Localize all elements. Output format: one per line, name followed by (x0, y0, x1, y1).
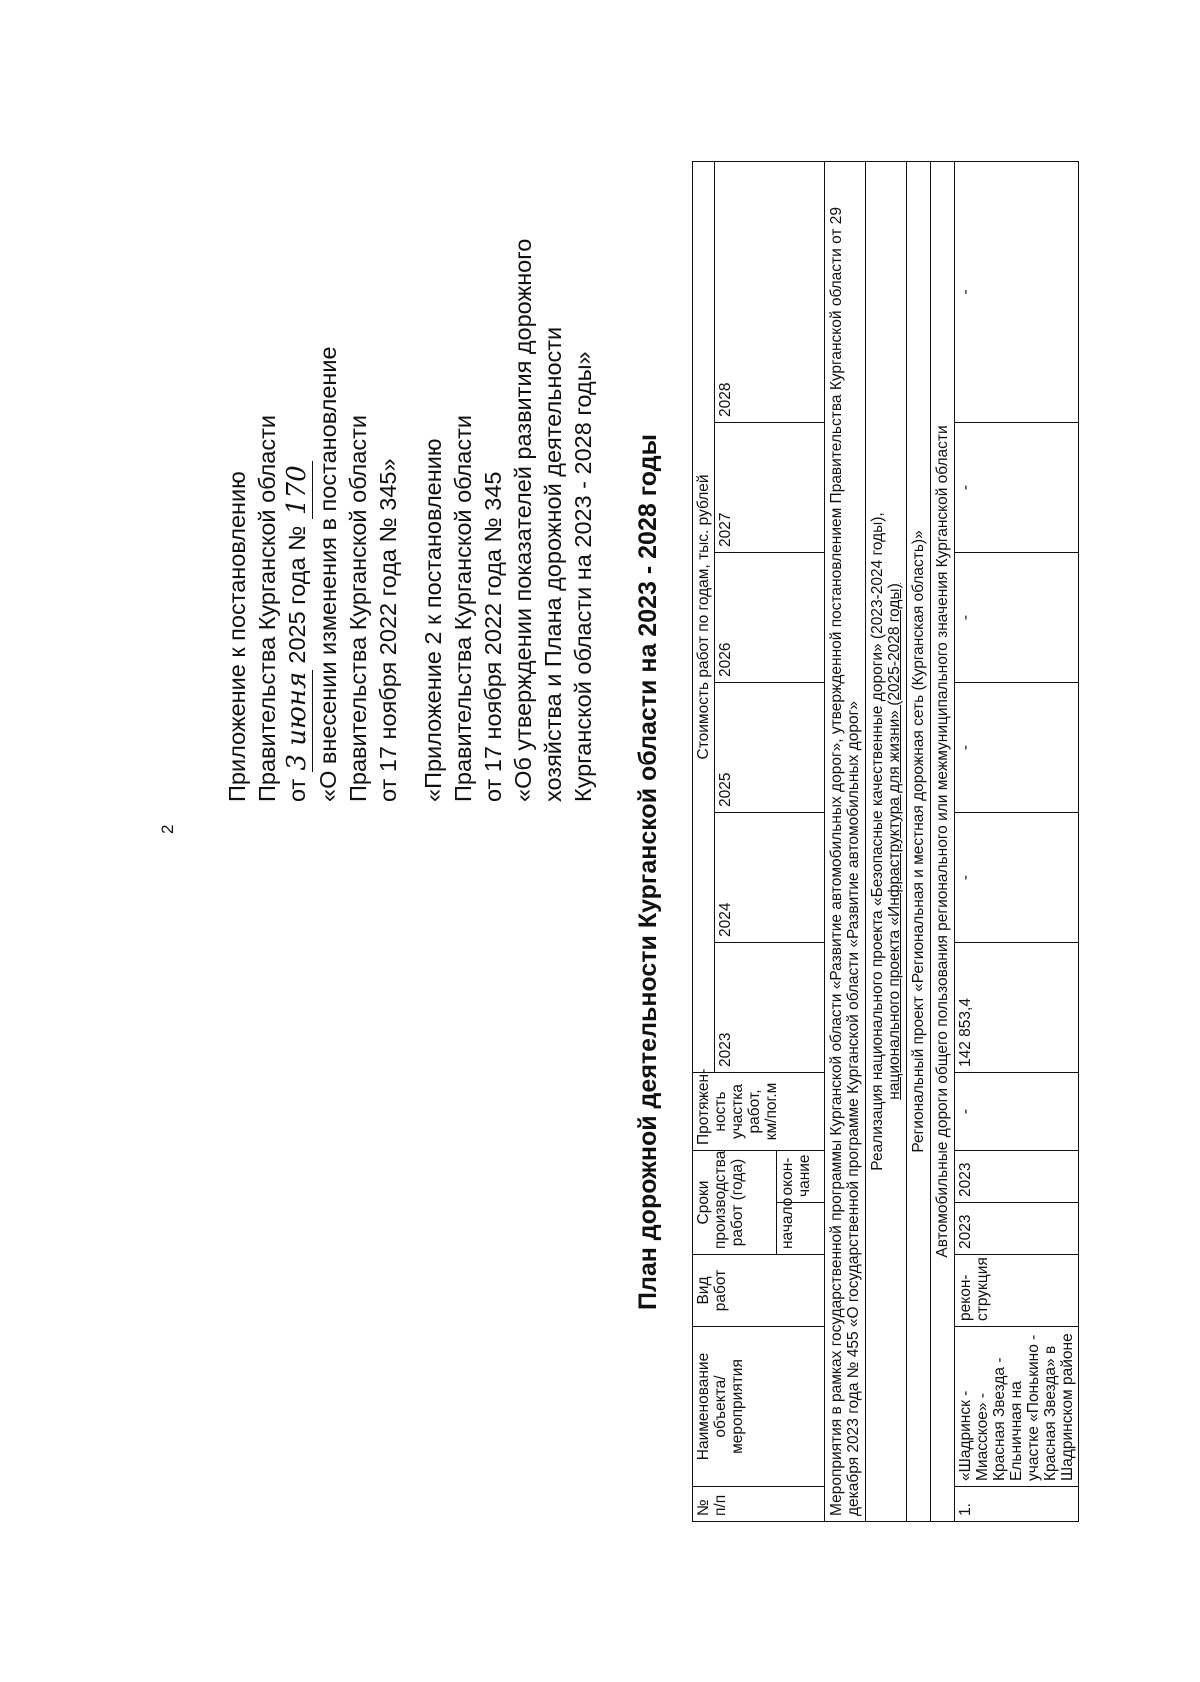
annex2-line: хозяйства и Плана дорожной деятельности (540, 326, 566, 802)
document-title: План дорожной деятельности Курганской области на 2023 - 2028 годы (634, 434, 662, 1310)
row-type: рекон- струкция (955, 1255, 1079, 1327)
annex-line: Приложение к постановлению (224, 471, 250, 802)
annex2-line: от 17 ноября 2022 года № 345 (480, 471, 506, 802)
row-name: «Шадринск - Миасское» - Красная Звезда - Ельничная на участке «Понькино - Красная Звезда» в Шадринском районе (955, 1327, 1079, 1487)
annex2-line: Правительства Курганской области (450, 415, 476, 802)
handwritten-number: 170 (282, 461, 313, 519)
header-year: 2026 (715, 553, 825, 683)
header-year: 2027 (715, 423, 825, 553)
header-num: № п/п (693, 1487, 825, 1522)
annex-line: Правительства Курганской области (254, 415, 280, 802)
row-cost-2027: - (955, 423, 1079, 553)
header-cost: Стоимость работ по годам, тыс. рублей (693, 161, 715, 1072)
header-end: окон- чание (777, 1151, 825, 1203)
annex2-header (418, 239, 598, 802)
row-cost-2024: - (955, 813, 1079, 943)
header-type: Вид работ (693, 1255, 825, 1327)
annex2-line: Курганской области на 2023 - 2028 годы» (570, 351, 596, 802)
row-cost-2025: - (955, 683, 1079, 813)
road-plan-table (692, 161, 1079, 1522)
section-national-project (866, 161, 907, 1521)
section-roads: Автомобильные дороги общего пользования регионального или межмуниципального значения Курганской области (931, 161, 955, 1521)
annex-header (222, 346, 403, 802)
header-year: 2024 (715, 813, 825, 943)
page-number: 2 (158, 824, 177, 834)
row-cost-2028: - (955, 161, 1079, 422)
row-cost-2026: - (955, 553, 1079, 683)
section-regional-project: Региональный проект «Региональная и местная дорожная сеть (Курганская область)» (907, 161, 931, 1521)
section-national-project-line1: Реализация национального проекта «Безопасные качественные дороги» (2023-2024 годы), (869, 512, 886, 1171)
header-year: 2025 (715, 683, 825, 813)
annex2-line: «Об утверждении показателей развития дорожного (510, 238, 536, 802)
header-name: Наименование объекта/ мероприятия (693, 1327, 825, 1487)
header-year: 2023 (715, 943, 825, 1073)
row-num: 1. (955, 1487, 1079, 1522)
row-end: 2023 (955, 1151, 1079, 1203)
annex-date-prefix: от (284, 778, 310, 802)
handwritten-date: 3 июня (282, 671, 312, 771)
header-start: начало (777, 1203, 825, 1255)
header-terms: Сроки производства работ (года) (693, 1151, 777, 1255)
row-cost-2023: 142 853,4 (955, 943, 1079, 1073)
annex-line: Правительства Курганской области (345, 415, 371, 802)
row-start: 2023 (955, 1203, 1079, 1255)
annex-line: от 17 ноября 2022 года № 345» (375, 458, 401, 802)
section-program: Мероприятия в рамках государственной программы Курганской области «Развитие автомобильных дорог», утвержденной постановлением Правительства Курганской области от 29 декабря 2023 года № 455 «О государственной программе Курганской области «Развитие автомобильных дорог» (825, 161, 866, 1521)
row-length: - (955, 1073, 1079, 1151)
header-year: 2028 (715, 161, 825, 422)
annex-year-number: 2025 года № (284, 525, 310, 664)
section-national-project-line2: национального проекта «Инфраструктура для жизни» (2025-2028 годы) (886, 583, 903, 1100)
annex-date-line (282, 346, 313, 802)
annex-line: «О внесении изменения в постановление (315, 346, 341, 802)
table-row (955, 161, 1079, 1521)
header-length: Протяжен- ность участка работ, км/пог.м (693, 1073, 825, 1151)
annex2-line: «Приложение 2 к постановлению (420, 438, 446, 802)
